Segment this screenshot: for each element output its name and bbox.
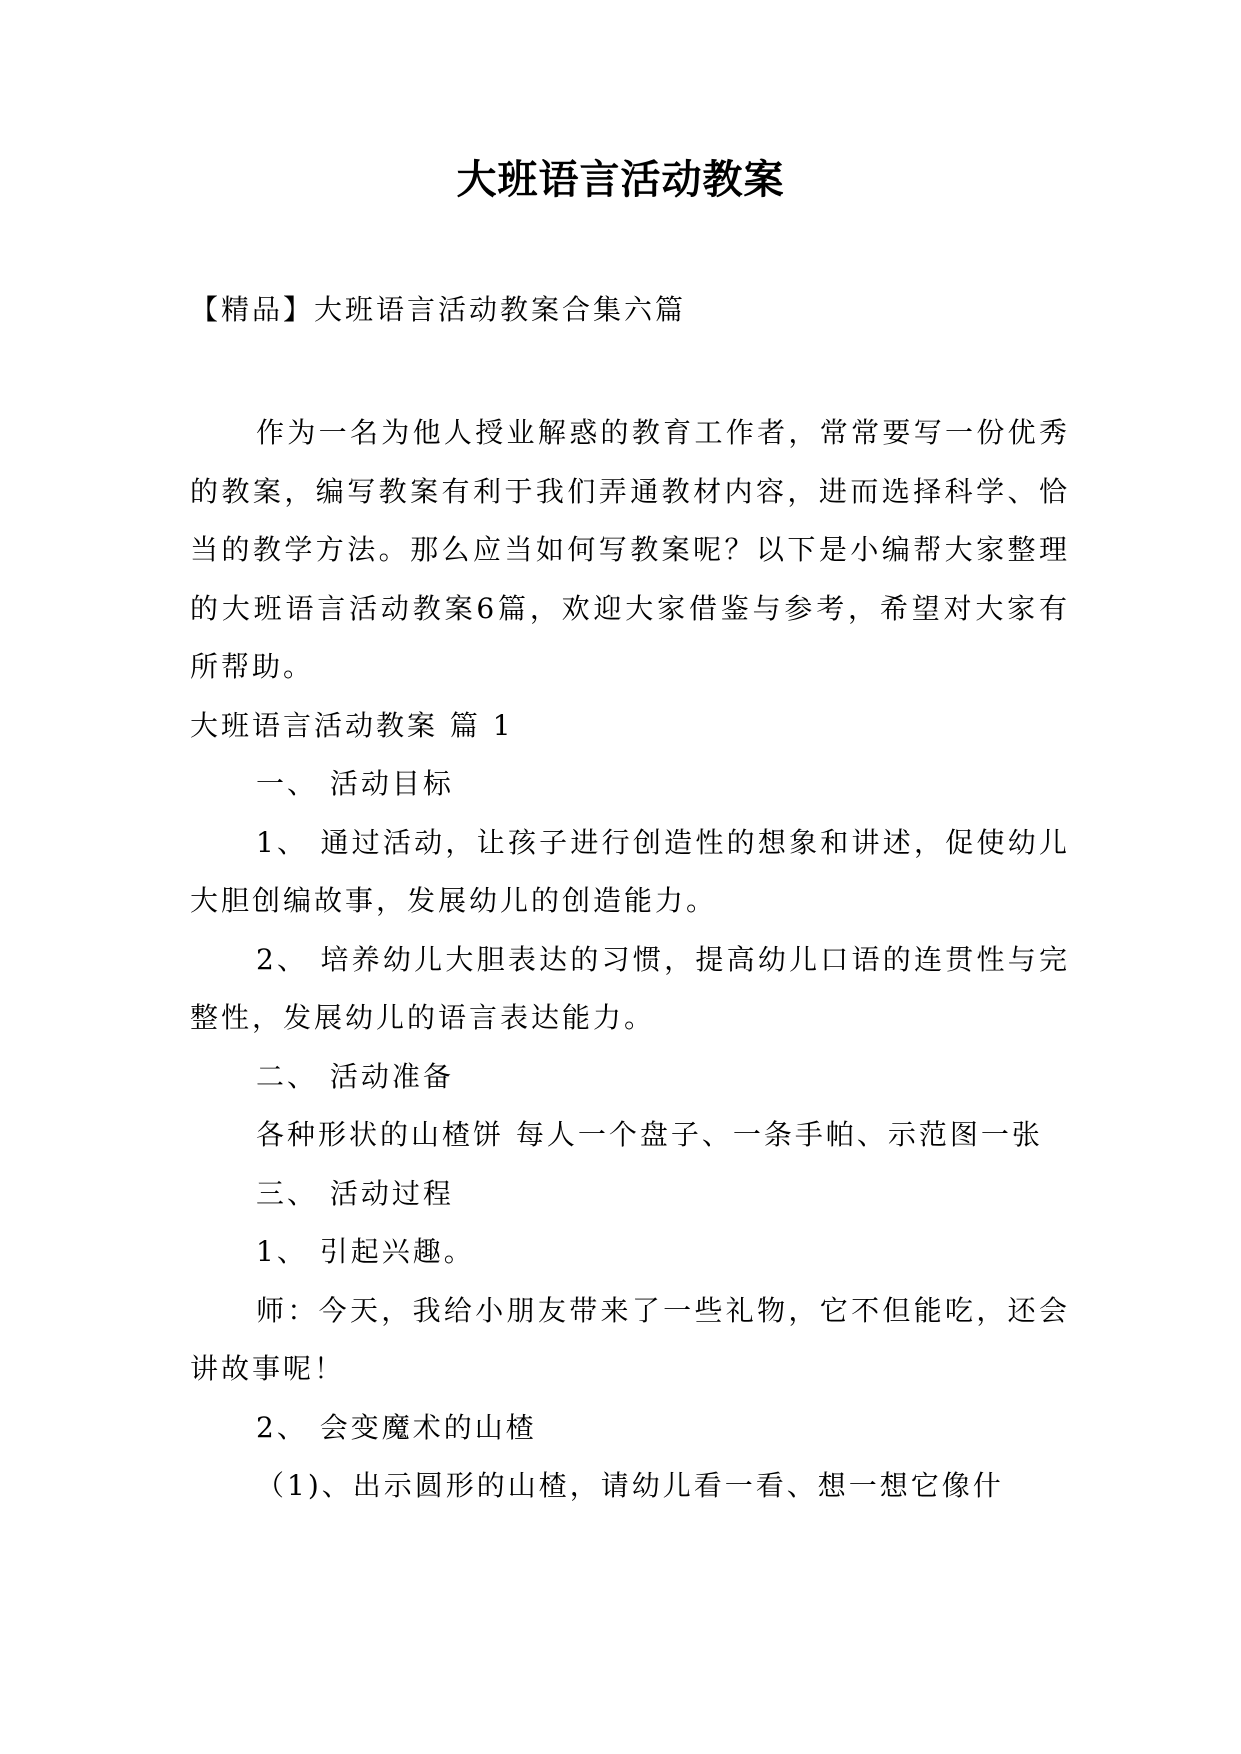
teacher-line: 师：今天，我给小朋友带来了一些礼物，它不但能吃，还会讲故事呢！ — [190, 1293, 1070, 1385]
document-subtitle: 【精品】大班语言活动教案合集六篇 — [190, 293, 687, 326]
document-title: 大班语言活动教案 — [456, 156, 785, 203]
preparation-text: 各种形状的山楂饼 每人一个盘子、一条手帕、示范图一张 — [256, 1118, 1043, 1151]
heading-preparation: 二、 活动准备 — [256, 1059, 454, 1093]
document-body — [190, 404, 1070, 1516]
intro-paragraph: 作为一名为他人授业解惑的教育工作者，常常要写一份优秀的教案，编写教案有利于我们弄通教材内容，进而选择科学、恰当的教学方法。那么应当如何写教案呢？以下是小编帮大家整理的大班语言活动教案6篇，欢迎大家借鉴与参考，希望对大家有所帮助。 — [190, 416, 1070, 683]
section-heading: 大班语言活动教案 篇 1 — [190, 708, 514, 742]
process-step: 1、 引起兴趣。 — [256, 1235, 475, 1268]
process-step: 2、 会变魔术的山楂 — [256, 1410, 537, 1444]
objective-item: 2、 培养幼儿大胆表达的习惯，提高幼儿口语的连贯性与完整性，发展幼儿的语言表达能力。 — [190, 942, 1070, 1034]
heading-process: 三、 活动过程 — [256, 1176, 454, 1210]
process-substep: （1)、出示圆形的山楂，请幼儿看一看、想一想它像什 — [256, 1469, 1004, 1502]
heading-objectives: 一、 活动目标 — [256, 767, 454, 800]
objective-item: 1、 通过活动，让孩子进行创造性的想象和讲述，促使幼儿大胆创编故事，发展幼儿的创造能力。 — [190, 825, 1070, 917]
